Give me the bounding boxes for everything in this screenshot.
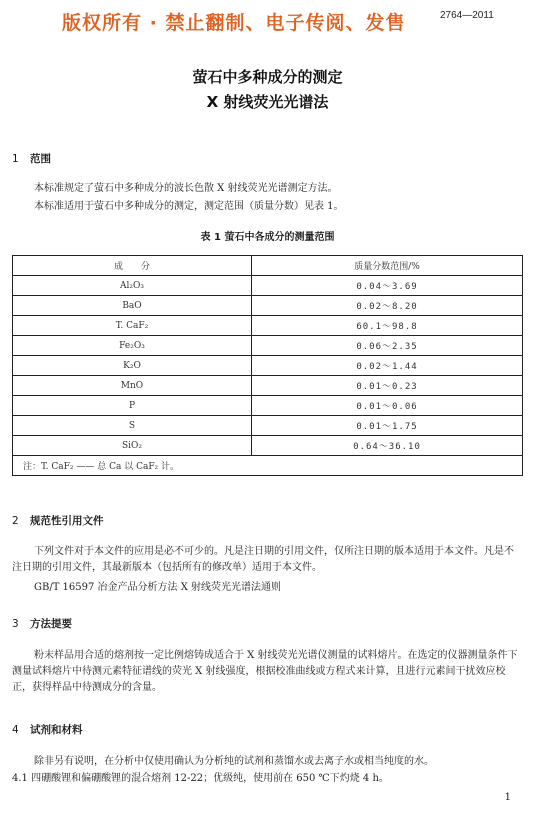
- table-row: [13, 356, 523, 376]
- component-cell: K₂O: [13, 356, 252, 376]
- scope-paragraph-2: 本标准适用于萤石中多种成分的测定，测定范围（质量分数）见表 1。: [34, 201, 344, 212]
- document-title: 萤石中多种成分的测定: [192, 68, 343, 86]
- component-cell: S: [13, 416, 252, 436]
- section-2-heading: [12, 513, 104, 528]
- range-cell: 0.02～1.44: [252, 356, 523, 376]
- table-row: [13, 396, 523, 416]
- method-paragraph: 粉末样品用合适的熔剂按一定比例熔铸成适合于 X 射线荧光光谱仪测量的试料熔片。在选定的仪器测量条件下测量试料熔片中待测元素特征谱线的荧光 X 射线强度，根据校准曲线或方程式来计算，且进行元素间干扰效应校正，获得样品中待测成分的含量。: [12, 650, 518, 693]
- table-row: [13, 376, 523, 396]
- header-component: 成 分: [13, 256, 252, 276]
- section-number: 4: [12, 724, 19, 736]
- table-header-row: [13, 256, 523, 276]
- section-3-heading: [12, 616, 72, 631]
- range-cell: 0.64～36.10: [252, 436, 523, 456]
- table-1: [12, 255, 523, 476]
- table-row: [13, 296, 523, 316]
- section-title: 方法提要: [30, 618, 72, 630]
- table-row: [13, 316, 523, 336]
- range-cell: 0.01～0.23: [252, 376, 523, 396]
- table-note: 注：T. CaF₂ —— 总 Ca 以 CaF₂ 计。: [13, 456, 523, 476]
- table-row: [13, 436, 523, 456]
- table-row: [13, 276, 523, 296]
- document-subtitle: X 射线荧光光谱法: [206, 93, 329, 111]
- section-1-heading: [12, 151, 51, 166]
- component-cell: MnO: [13, 376, 252, 396]
- section-title: 范围: [30, 153, 51, 165]
- component-cell: SiO₂: [13, 436, 252, 456]
- scope-paragraph-1: 本标准规定了萤石中多种成分的波长色散 X 射线荧光光谱测定方法。: [34, 183, 338, 194]
- range-cell: 0.04～3.69: [252, 276, 523, 296]
- table-note-row: [13, 456, 523, 476]
- header-range: 质量分数范围/%: [252, 256, 523, 276]
- component-cell: Al₂O₃: [13, 276, 252, 296]
- normative-paragraph: 下列文件对于本文件的应用是必不可少的。凡是注日期的引用文件，仅所注日期的版本适用于本文件。凡是不注日期的引用文件，其最新版本（包括所有的修改单）适用于本文件。: [12, 546, 514, 573]
- component-cell: Fe₂O₃: [13, 336, 252, 356]
- section-number: 2: [12, 515, 19, 527]
- range-cell: 60.1～98.8: [252, 316, 523, 336]
- table-1-caption: 表 1 萤石中各成分的测量范围: [200, 232, 335, 243]
- copyright-watermark: 版权所有 · 禁止翻制、电子传阅、发售: [62, 12, 406, 34]
- range-cell: 0.01～0.06: [252, 396, 523, 416]
- reagents-item-4-1: 4.1 四硼酸锂和偏硼酸锂的混合熔剂 12-22；优级纯，使用前在 650 ℃下灼烧 4 h。: [12, 773, 389, 784]
- reagents-paragraph: 除非另有说明，在分析中仅使用确认为分析纯的试剂和蒸馏水或去离子水或相当纯度的水。: [34, 756, 434, 767]
- standard-number: 2764—2011: [440, 10, 494, 21]
- normative-reference: GB/T 16597 冶金产品分析方法 X 射线荧光光谱法通则: [34, 582, 282, 593]
- range-cell: 0.06～2.35: [252, 336, 523, 356]
- section-4-heading: [12, 722, 83, 737]
- component-cell: P: [13, 396, 252, 416]
- section-title: 试剂和材料: [30, 724, 83, 736]
- table-row: [13, 416, 523, 436]
- section-title: 规范性引用文件: [30, 515, 104, 527]
- component-cell: T. CaF₂: [13, 316, 252, 336]
- page-number: 1: [504, 792, 511, 803]
- section-number: 3: [12, 618, 19, 630]
- table-row: [13, 336, 523, 356]
- range-cell: 0.01～1.75: [252, 416, 523, 436]
- component-cell: BaO: [13, 296, 252, 316]
- section-number: 1: [12, 153, 19, 165]
- range-cell: 0.02～8.20: [252, 296, 523, 316]
